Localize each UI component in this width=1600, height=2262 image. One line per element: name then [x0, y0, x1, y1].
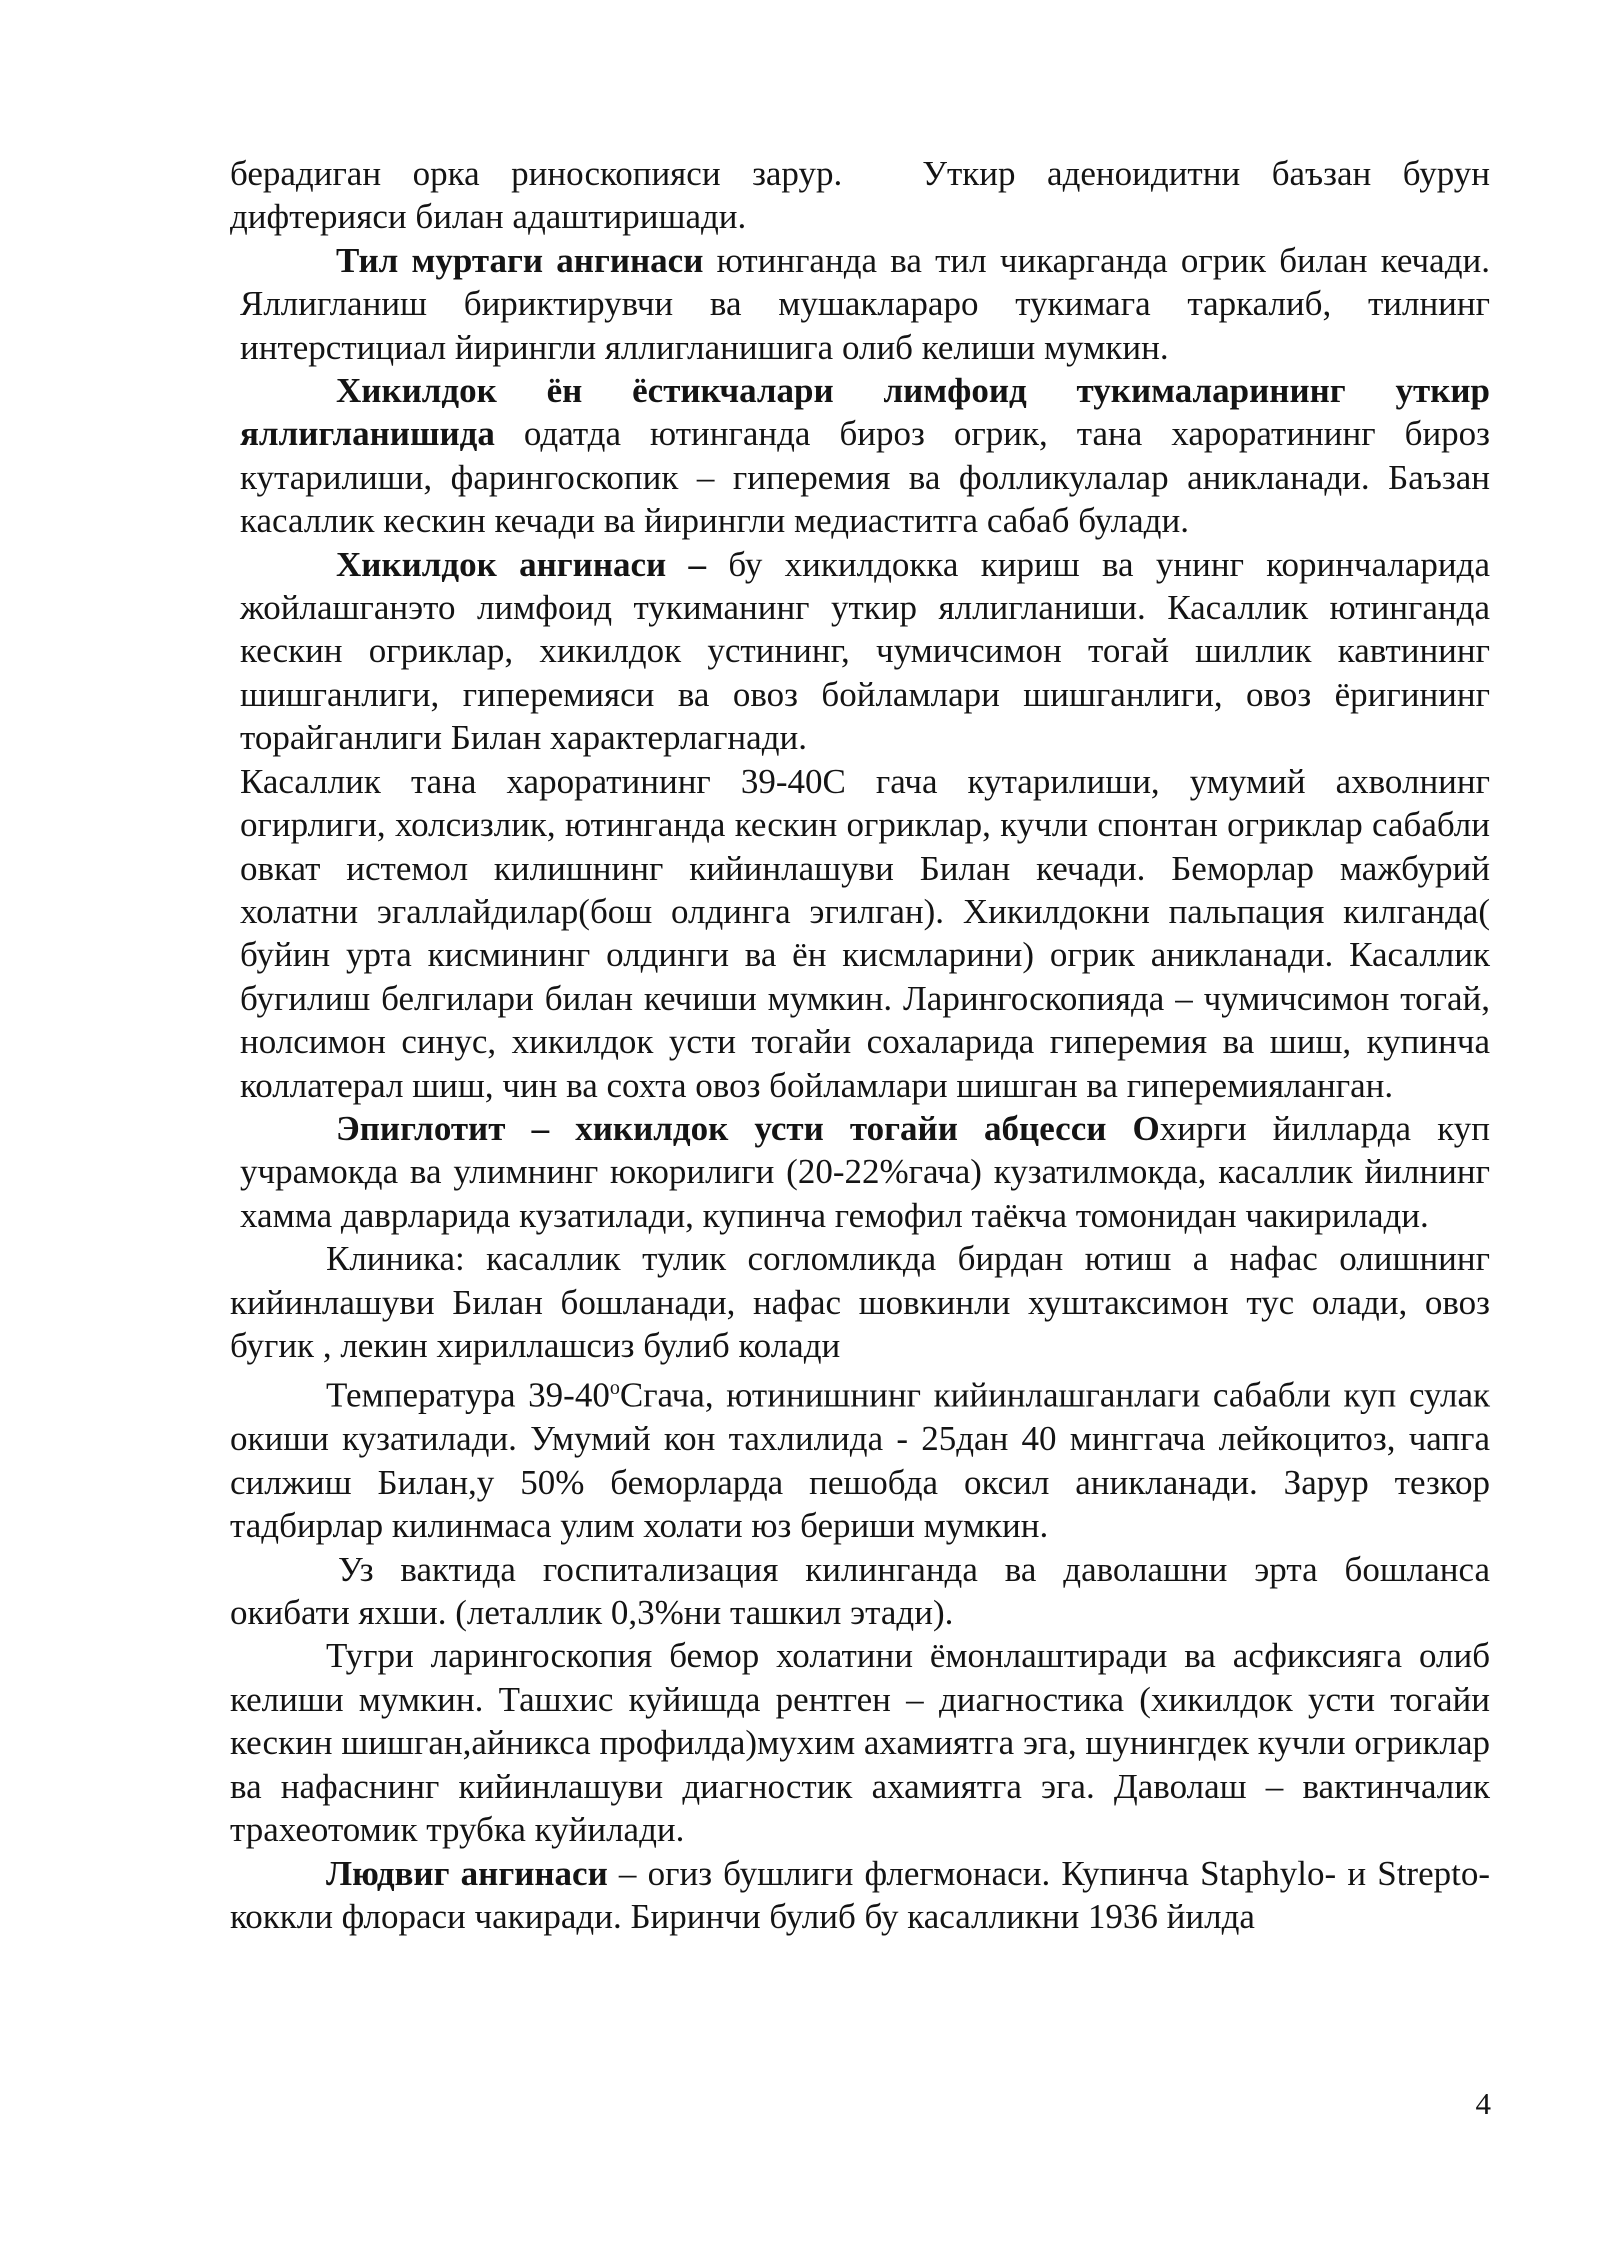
term-til-murtagi: Тил муртаги ангинаси	[336, 240, 704, 280]
paragraph-11-text: – огиз бушлиги флегмонаси. Купинча Staphylo- и Strepto-коккли флораси чакиради. Биринчи булиб бу касалликни 1936 йилда	[230, 1853, 1490, 1936]
term-hikildok-anginasi: Хикилдок ангинаси –	[336, 544, 707, 584]
paragraph-3-text: одатда ютинганда бироз огрик, тана хароратининг бироз кутарилиши, фарингоскопик – гиперемия ва фолликулалар аникланади. Баъзан касаллик кескин кечади ва йирингли медиаститга сабаб булади.	[240, 414, 1490, 541]
paragraph-5-text: Касаллик тана хароратининг 39-40С гача кутарилиши, умумий ахволнинг огирлиги, холсизлик, ютинганда кескин огриклар, кучли спонтан огриклар сабабли овкат истемол килишнинг кийинлашуви Билан кечади. Беморлар мажбурий холатни эгаллайдилар(бош олдинга эгилган). Хикилдокни пальпация килганда( буйин урта кисмининг олдинги ва ён кисмларини) огрик аникланади. Касаллик бугилиш белгилари билан кечиши мумкин. Ларингоскопияда – чумичсимон тогай, нолсимон синус, хикилдок усти тогайи сохаларида гиперемия ва шиш, купинча коллатерал шиш, чин ва сохта овоз бойламлари шишган ва гиперемияланган.	[240, 761, 1490, 1105]
paragraph-8-text-b: Сгача, ютинишнинг кийинлашганлаги сабабли куп сулак окиши кузатилади. Умумий кон тахлилида - 25дан 40 минггача лейкоцитоз, чапга силжиш Билан,у 50% беморларда пешобда оксил аникланади. Зарур тезкор тадбирлар килинмаса улим холати юз бериши мумкин.	[230, 1376, 1490, 1546]
paragraph-hikildok-anginasi	[230, 543, 1490, 760]
paragraph-1-text-b: Уткир аденоидитни баъзан бурун дифтерияси билан адаштиришади.	[230, 154, 1490, 237]
degree-superscript: о	[609, 1377, 620, 1400]
paragraph-epiglotit	[230, 1107, 1490, 1237]
paragraph-8-text-a: Температура 39-40	[326, 1376, 610, 1416]
paragraph-til-murtagi	[230, 239, 1490, 369]
paragraph-klinika	[230, 1237, 1490, 1367]
paragraph-7-text: Клиника: касаллик тулик согломликда бирдан ютиш а нафас олишнинг кийинлашуви Билан бошланади, нафас шовкинли хуштаксимон тус олади, овоз бугик , лекин хириллашсиз булиб колади	[230, 1239, 1490, 1365]
term-yon-yostikchalari: Хикилдок ён ёстикчалари лимфоид тукималарининг уткир яллигланишида	[240, 371, 1490, 454]
paragraph-temperatura	[230, 1367, 1490, 1547]
paragraph-6-text: хирги йилларда куп учрамокда ва улимнинг юкорилиги (20-22%гача) кузатилмокда, касаллик йилнинг хамма даврларида кузатилади, купинча гемофил таёкча томонидан чакирилади.	[240, 1108, 1490, 1235]
paragraph-10-text: Тугри ларингоскопия бемор холатини ёмонлаштиради ва асфиксияга олиб келиши мумкин. Ташхис куйишда рентген – диагностика (хикилдок усти тогайи кескин шишган,айникса профилда)мухим ахамиятга эга, шунингдек кучли огриклар ва нафаснинг кийинлашуви диагностик ахамиятга эга. Даволаш – вактинчалик трахеотомик трубка куйилади.	[230, 1636, 1490, 1850]
paragraph-9-text: Уз вактида госпитализация килинганда ва даволашни эрта бошланса окибати яхши. (леталлик 0,3%ни ташкил этади).	[230, 1549, 1490, 1633]
paragraph-laringoskopiya	[230, 1634, 1490, 1851]
paragraph-1	[230, 152, 1490, 239]
term-epiglotit: Эпиглотит – хикилдок усти тогайи абцесси О	[336, 1108, 1160, 1148]
paragraph-gospitalizatsiya	[230, 1548, 1490, 1635]
paragraph-2-text: ютинганда ва тил чикарганда огрик билан кечади. Яллигланиш бириктирувчи ва мушаклараро тукимага таркалиб, тилнинг интерстициал йирингли яллигланишига олиб келиши мумкин.	[240, 240, 1490, 367]
paragraph-4-text: бу хикилдокка кириш ва унинг коринчаларида жойлашганэто лимфоид тукиманинг уткир яллигланиши. Касаллик ютинганда кескин огриклар, хикилдок устининг, чумичсимон тогай шиллик кавтининг шишганлиги, гиперемияси ва овоз бойламлари шишганлиги, овоз ёригининг торайганлиги Билан характерлагнади.	[240, 544, 1490, 758]
paragraph-kasallik	[230, 760, 1490, 1107]
paragraph-lyudvig	[230, 1852, 1490, 1939]
term-lyudvig-anginasi: Людвиг ангинаси	[326, 1853, 608, 1893]
paragraph-yon-yostikchalari	[230, 369, 1490, 543]
document-body	[230, 152, 1490, 1938]
paragraph-1-text-a: берадиган орка риноскопияси зарур.	[230, 154, 843, 193]
page-number: 4	[1475, 2086, 1491, 2121]
